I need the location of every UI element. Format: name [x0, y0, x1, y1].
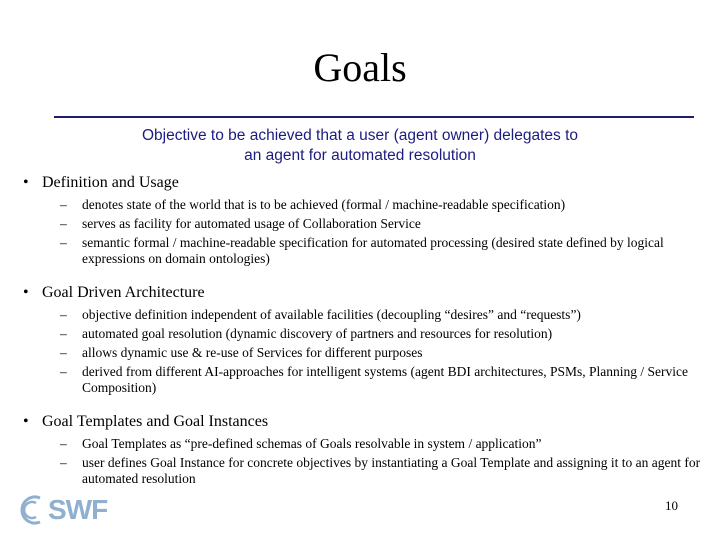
section-items — [20, 307, 710, 396]
section-heading: Goal Templates and Goal Instances — [42, 413, 269, 430]
list-item — [20, 455, 710, 487]
bullet-content — [20, 173, 710, 490]
section-items — [20, 436, 710, 487]
list-item-text: objective definition independent of available facilities (decoupling “desires” and “requests”) — [82, 307, 581, 322]
page-number: 10 — [665, 498, 678, 513]
dash-icon: – — [60, 345, 67, 360]
list-item — [20, 436, 710, 452]
section-goal-driven-architecture — [20, 283, 710, 303]
dash-icon: – — [60, 235, 67, 250]
section-definition-usage — [20, 173, 710, 193]
bullet-icon: • — [23, 284, 29, 301]
swf-logo — [20, 490, 107, 530]
slide-title: Goals — [313, 45, 407, 90]
list-item — [20, 235, 710, 267]
list-item — [20, 345, 710, 361]
list-item — [20, 364, 710, 396]
list-item-text: derived from different AI-approaches for intelligent systems (agent BDI architectures, PSMs, Planning / Service Composition) — [82, 364, 688, 395]
logo-text: SWF — [48, 494, 108, 525]
list-item-text: user defines Goal Instance for concrete objectives by instantiating a Goal Template and assigning it to an agent for automated resolution — [82, 455, 701, 486]
title-divider — [54, 116, 694, 118]
slide-subtitle: Objective to be achieved that a user (agent owner) delegates to an agent for automated resolution — [142, 127, 578, 164]
list-item-text: Goal Templates as “pre-defined schemas of Goals resolvable in system / application” — [82, 436, 542, 451]
list-item — [20, 197, 710, 213]
list-item — [20, 307, 710, 323]
section-goal-templates-instances — [20, 412, 710, 432]
swf-logo-icon — [20, 493, 46, 527]
list-item-text: automated goal resolution (dynamic discovery of partners and resources for resolution) — [82, 326, 553, 341]
section-heading: Definition and Usage — [42, 174, 179, 191]
list-item — [20, 216, 710, 232]
dash-icon: – — [60, 307, 67, 322]
dash-icon: – — [60, 364, 67, 379]
dash-icon: – — [60, 455, 67, 470]
list-item-text: denotes state of the world that is to be achieved (formal / machine-readable specification) — [82, 197, 566, 212]
list-item-text: semantic formal / machine-readable specification for automated processing (desired state defined by logical expressions on domain ontologies) — [82, 235, 664, 266]
dash-icon: – — [60, 436, 67, 451]
dash-icon: – — [60, 197, 67, 212]
bullet-icon: • — [23, 413, 29, 430]
list-item — [20, 326, 710, 342]
dash-icon: – — [60, 326, 67, 341]
list-item-text: allows dynamic use & re-use of Services for different purposes — [82, 345, 423, 360]
section-heading: Goal Driven Architecture — [42, 284, 205, 301]
list-item-text: serves as facility for automated usage of Collaboration Service — [82, 216, 421, 231]
section-items — [20, 197, 710, 267]
bullet-icon: • — [23, 174, 29, 191]
dash-icon: – — [60, 216, 67, 231]
